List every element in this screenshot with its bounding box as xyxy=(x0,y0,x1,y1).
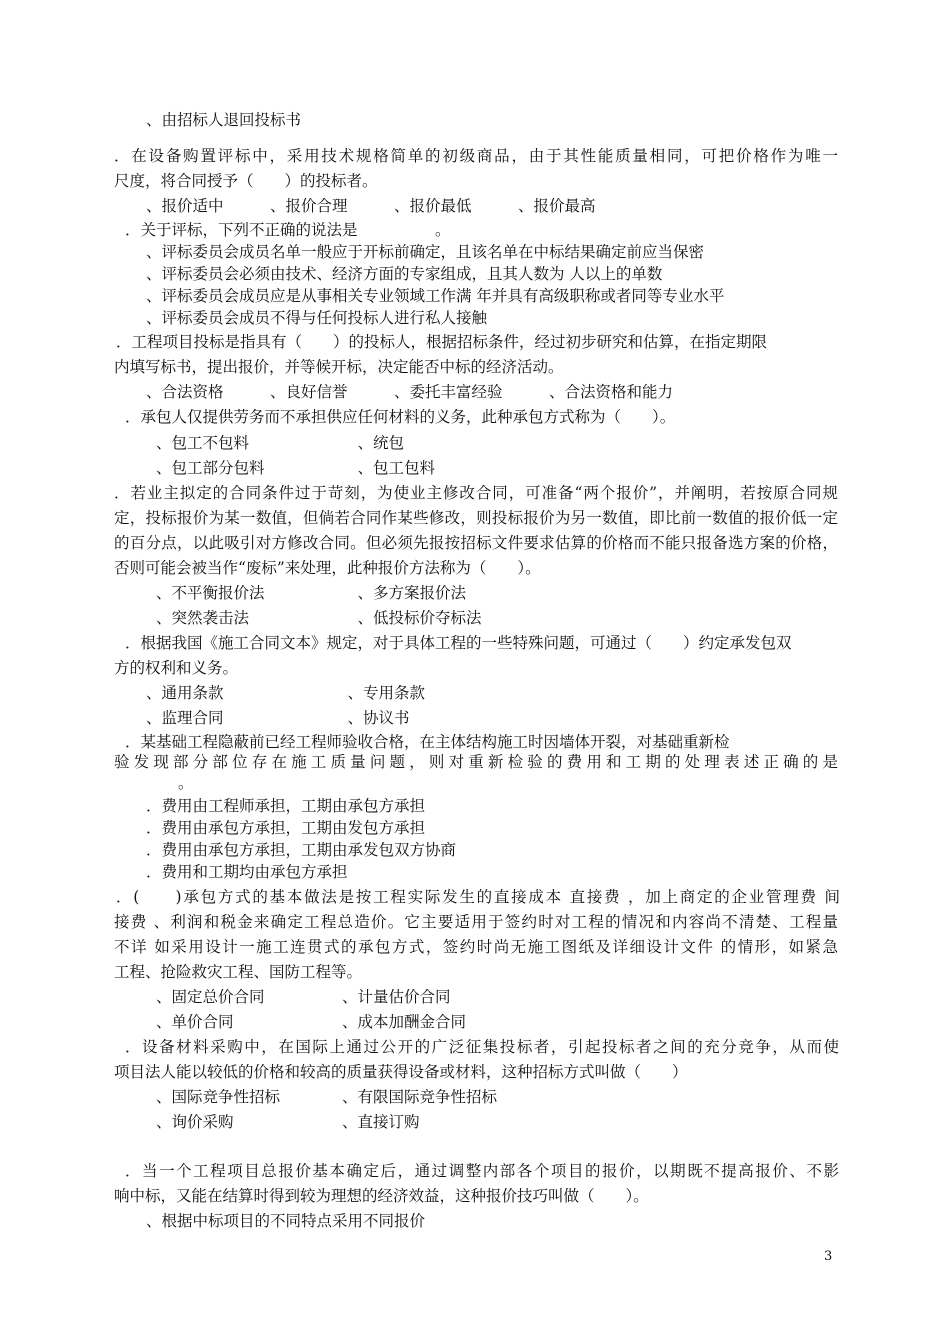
text-line: 、询价采购 、直接订购 xyxy=(156,1113,420,1131)
text-line: 接费 、利润和税金来确定工程总造价。它主要适用于签约时对工程的情况和内容尚不清楚、工程量 xyxy=(114,913,838,931)
text-line: ．在设备购置评标中，采用技术规格简单的初级商品，由于其性能质量相同，可把价格作为唯一 xyxy=(114,147,838,165)
text-line: 方的权利和义务。 xyxy=(114,659,239,677)
text-line: 的百分点，以此吸引对方修改合同。但必须先报按招标文件要求估算的价格而不能只报备选方案的价格， xyxy=(114,534,838,552)
text-line: 项目法人能以较低的价格和较高的质量获得设备或材料，这种招标方式叫做（ ） xyxy=(114,1063,688,1081)
text-line: ．设备材料采购中，在国际上通过公开的广泛征集投标者，引起投标者之间的充分竞争，从而使 xyxy=(125,1038,839,1056)
text-line: 、评标委员会成员应是从事相关专业领域工作满 年并具有高级职称或者同等专业水平 xyxy=(146,287,725,305)
text-line: 、国际竞争性招标 、有限国际竞争性招标 xyxy=(156,1088,498,1106)
text-line: 、评标委员会成员不得与任何投标人进行私人接触 xyxy=(146,309,488,327)
text-line: 、监理合同 、协议书 xyxy=(146,709,410,727)
text-line: 。 xyxy=(178,774,194,792)
text-line: 、评标委员会成员名单一般应于开标前确定，且该名单在中标结果确定前应当保密 xyxy=(146,243,705,261)
text-line: ．某基础工程隐蔽前已经工程师验收合格，在主体结构施工时因墙体开裂，对基础重新检 xyxy=(125,733,730,751)
text-line: ．承包人仅提供劳务而不承担供应任何材料的义务，此种承包方式称为（ ）。 xyxy=(125,408,676,426)
text-line: 否则可能会被当作“废标”来处理，此种报价方法称为（ ）。 xyxy=(114,559,541,577)
text-line: ．根据我国《施工合同文本》规定，对于具体工程的一些特殊问题，可通过（ ）约定承发包双 xyxy=(125,634,792,652)
text-line: 不详 如采用设计一施工连贯式的承包方式，签约时尚无施工图纸及详细设计文件 的情形，如紧急 xyxy=(114,938,838,956)
text-line: 、包工部分包料 、包工包料 xyxy=(156,459,436,477)
text-line: 、报价适中 、报价合理 、报价最低 、报价最高 xyxy=(146,197,596,215)
text-line: 内填写标书，提出报价，并等候开标，决定能否中标的经济活动。 xyxy=(114,358,564,376)
page-number: 3 xyxy=(824,1249,833,1264)
text-line: ．关于评标，下列不正确的说法是 。 xyxy=(125,221,451,239)
text-line: 、由招标人退回投标书 xyxy=(146,111,302,129)
text-line: 、突然袭击法 、低投标价夺标法 xyxy=(156,609,482,627)
text-line: ．费用由工程师承担，工期由承包方承担 xyxy=(146,797,426,815)
text-line: ．若业主拟定的合同条件过于苛刻，为使业主修改合同，可准备“两个报价”，并阐明，若按原合同规 xyxy=(114,484,838,502)
text-line: ．费用由承包方承担，工期由发包方承担 xyxy=(146,819,426,837)
text-line: 定，投标报价为某一数值，但倘若合同作某些修改，则投标报价为另一数值，即比前一数值的报价低一定 xyxy=(114,509,838,527)
text-line: 、评标委员会必须由技术、经济方面的专家组成，且其人数为 人以上的单数 xyxy=(146,265,663,283)
text-line: 、单价合同 、成本加酬金合同 xyxy=(156,1013,467,1031)
text-line: ．工程项目投标是指具有（ ）的投标人，根据招标条件，经过初步研究和估算，在指定期限 xyxy=(116,333,768,351)
text-line: ．费用和工期均由承包方承担 xyxy=(146,863,348,881)
text-line: ．当一个工程项目总报价基本确定后，通过调整内部各个项目的报价，以期既不提高报价、不影 xyxy=(125,1162,839,1180)
text-line: ．( )承包方式的基本做法是按工程实际发生的直接成本 直接费 ，加上商定的企业管理费 间 xyxy=(116,888,840,906)
text-line: 工程、抢险救灾工程、国防工程等。 xyxy=(114,963,363,981)
text-line: ．费用由承包方承担，工期由承发包双方协商 xyxy=(146,841,457,859)
text-line: 、不平衡报价法 、多方案报价法 xyxy=(156,584,467,602)
text-line: 验发现部分部位存在施工质量问题，则对重新检验的费用和工期的处理表述正确的是 xyxy=(114,753,838,771)
text-line: 、固定总价合同 、计量估价合同 xyxy=(156,988,451,1006)
text-line: 、通用条款 、专用条款 xyxy=(146,684,426,702)
text-line: 、包工不包料 、统包 xyxy=(156,434,405,452)
text-line: 响中标，又能在结算时得到较为理想的经济效益，这种报价技巧叫做（ ）。 xyxy=(114,1187,649,1205)
text-line: 、合法资格 、良好信誉 、委托丰富经验 、合法资格和能力 xyxy=(146,383,674,401)
text-line: 尺度，将合同授予（ ）的投标者。 xyxy=(114,172,378,190)
text-line: 、根据中标项目的不同特点采用不同报价 xyxy=(146,1212,426,1230)
